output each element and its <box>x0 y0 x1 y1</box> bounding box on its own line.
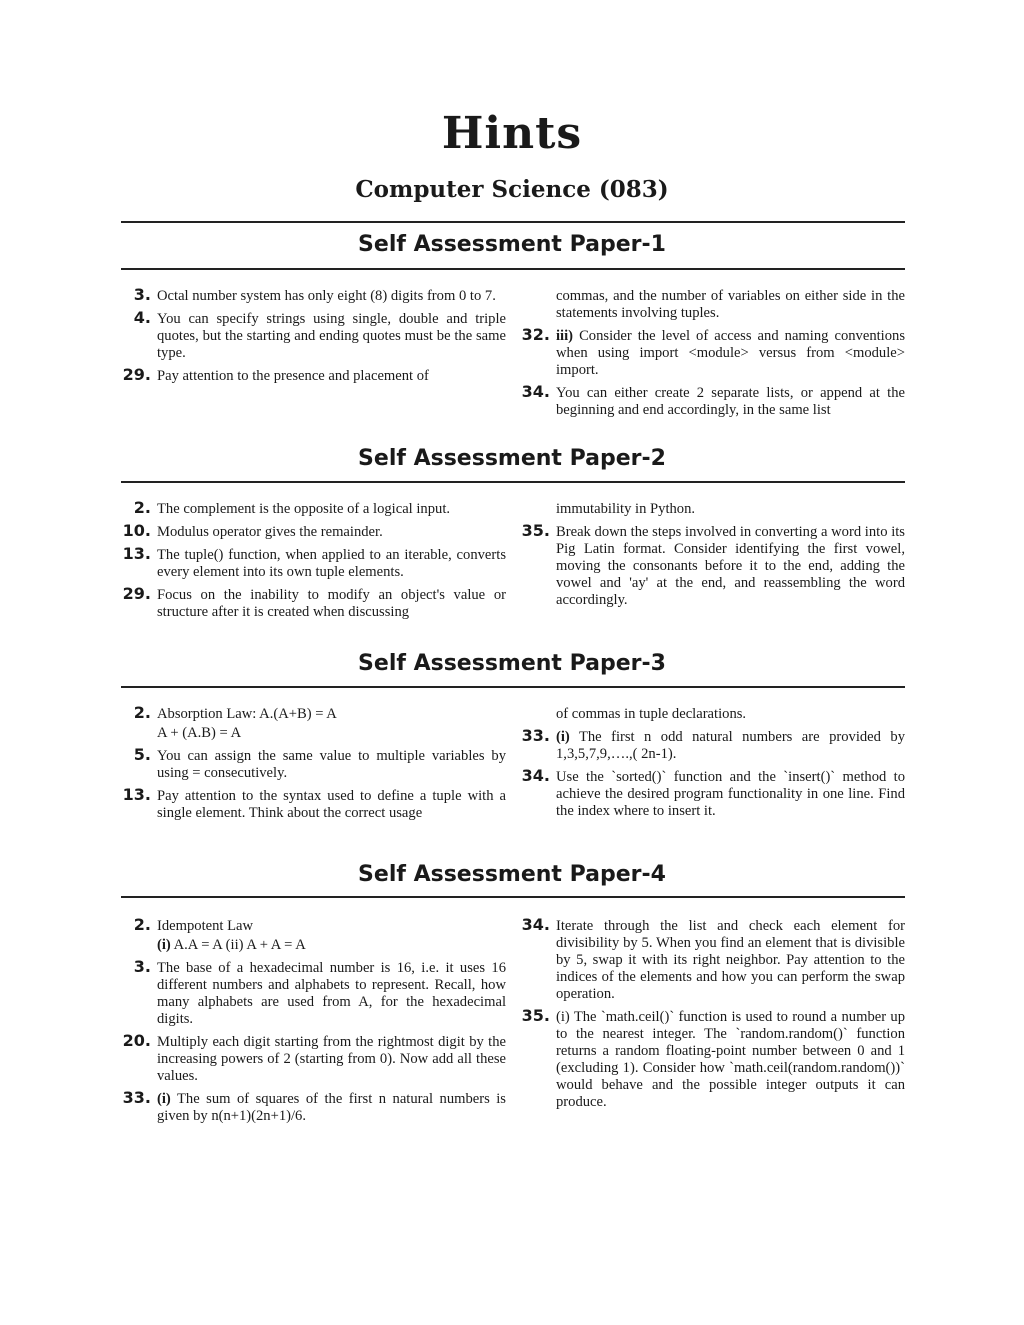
section-heading: Self Assessment Paper-4 <box>358 862 666 887</box>
right-column <box>520 288 905 425</box>
hint-item <box>121 1031 506 1085</box>
hint-item <box>121 544 506 581</box>
section-heading: Self Assessment Paper-3 <box>358 651 666 676</box>
hint-paragraph <box>556 729 905 763</box>
hint-number: 13. <box>122 544 151 563</box>
hint-item <box>520 521 905 609</box>
hint-paragraph <box>556 769 905 820</box>
hint-number: 33. <box>122 1088 151 1107</box>
hint-text: Focus on the inability to modify an object's value or structure after it is created when discussing <box>157 587 506 620</box>
hint-text: The first n odd natural numbers are provided by 1,3,5,7,9,….,( 2n-1). <box>556 729 905 762</box>
hint-paragraph <box>157 368 506 385</box>
hint-number: 20. <box>122 1031 151 1050</box>
hint-number: 33. <box>521 726 550 745</box>
hint-text: You can specify strings using single, double and triple quotes, but the starting and ending quotes must be the same type. <box>157 311 506 361</box>
hint-text: The base of a hexadecimal number is 16, i.e. it uses 16 different numbers and alphabets to represent. Recall, how many alphabets are used from A, for the hexadecimal digits. <box>157 960 506 1027</box>
hint-paragraph <box>157 311 506 362</box>
hint-text: (i) The `math.ceil()` function is used to round a number up to the nearest integer. The `random.random()` function returns a random floating-point number between 0 and 1 (excluding 1). Consider how `math.ceil(random.random())` would behave and the possible integer outputs it can produce. <box>556 1009 905 1110</box>
hint-text: You can either create 2 separate lists, or append at the beginning and end accordingly, in the same list <box>556 385 905 418</box>
left-column <box>121 498 506 627</box>
right-column <box>520 706 905 826</box>
section-rule <box>121 268 905 270</box>
hint-paragraph <box>157 501 506 518</box>
hint-paragraph <box>157 587 506 621</box>
hint-text: Idempotent Law <box>157 918 254 934</box>
hint-number: 35. <box>521 1006 550 1025</box>
left-column <box>121 703 506 828</box>
hint-item <box>121 745 506 782</box>
continued-text: of commas in tuple declarations. <box>556 706 747 722</box>
continued-text: immutability in Python. <box>556 501 696 517</box>
hint-number: 5. <box>133 745 151 764</box>
hint-number: 3. <box>133 285 151 304</box>
hint-item <box>121 521 506 541</box>
hint-number: 2. <box>133 915 151 934</box>
hint-item <box>520 766 905 820</box>
hint-text: Multiply each digit starting from the rightmost digit by the increasing powers of 2 (starting from 0). Now add all these values. <box>157 1034 506 1084</box>
hint-item <box>121 365 506 385</box>
hint-item <box>520 1006 905 1111</box>
hint-text: Break down the steps involved in converting a word into its Pig Latin format. Consider identifying the first vowel, moving the consonants before it to the end, adding the vowel and 'ay' at the end, and reassembling the word accordingly. <box>556 524 905 608</box>
hint-paragraph <box>157 788 506 822</box>
hint-text: The complement is the opposite of a logical input. <box>157 501 451 517</box>
hint-number: 34. <box>521 915 550 934</box>
hint-paragraph <box>556 524 905 609</box>
section-top-rule <box>121 221 905 223</box>
hint-paragraph <box>556 1009 905 1111</box>
hint-item <box>121 285 506 305</box>
section-rule <box>121 896 905 898</box>
hint-item <box>121 785 506 822</box>
hint-text: Consider the level of access and naming conventions when using import <module> versus from <module> import. <box>556 328 905 378</box>
hint-number: 29. <box>122 584 151 603</box>
hint-text: A + (A.B) = A <box>157 725 242 741</box>
hint-paragraph <box>157 748 506 782</box>
hint-number: 2. <box>133 703 151 722</box>
continued-text: commas, and the number of variables on either side in the statements involving tuples. <box>556 288 905 321</box>
hint-text: You can assign the same value to multiple variables by using = consecutively. <box>157 748 506 781</box>
hint-text: Octal number system has only eight (8) digits from 0 to 7. <box>157 288 496 304</box>
page-subtitle: Computer Science (083) <box>355 176 669 203</box>
hint-paragraph <box>556 918 905 1003</box>
page-title: Hints <box>441 108 583 159</box>
hint-paragraph <box>157 937 506 954</box>
hint-item <box>121 915 506 954</box>
hint-text: The sum of squares of the first n natural numbers is given by n(n+1)(2n+1)/6. <box>157 1091 506 1124</box>
hint-text: Use the `sorted()` function and the `insert()` method to achieve the desired program functionality in one line. Find the index where to insert it. <box>556 769 905 819</box>
hint-paragraph <box>157 547 506 581</box>
hint-paragraph <box>157 725 506 742</box>
hint-paragraph <box>556 385 905 419</box>
hint-paragraph <box>556 328 905 379</box>
hint-number: 4. <box>133 308 151 327</box>
hint-text: The tuple() function, when applied to an iterable, converts every element into its own tuple elements. <box>157 547 506 580</box>
hint-text: A.A = A (ii) A + A = A <box>170 937 306 953</box>
hint-text: Pay attention to the syntax used to define a tuple with a single element. Think about the correct usage <box>157 788 506 821</box>
left-column <box>121 285 506 391</box>
hint-item <box>121 308 506 362</box>
hint-paragraph <box>157 1034 506 1085</box>
hint-item <box>520 915 905 1003</box>
section-heading: Self Assessment Paper-1 <box>358 232 666 257</box>
hint-number: 35. <box>521 521 550 540</box>
hint-number: 10. <box>122 521 151 540</box>
hint-paragraph <box>157 524 506 541</box>
section-rule <box>121 481 905 483</box>
section-rule <box>121 686 905 688</box>
hint-number: 2. <box>133 498 151 517</box>
hint-text: Pay attention to the presence and placement of <box>157 368 429 384</box>
hint-text: (i) <box>157 1091 171 1107</box>
hint-item <box>520 382 905 419</box>
hint-text: iii) <box>556 328 574 344</box>
hint-paragraph <box>157 960 506 1028</box>
hint-number: 13. <box>122 785 151 804</box>
hint-item <box>121 957 506 1028</box>
right-column <box>520 915 905 1117</box>
hint-paragraph <box>157 918 506 935</box>
hint-text: Iterate through the list and check each element for divisibility by 5. When you find an element that is divisible by 5, swap it with its right neighbor. Pay attention to the indices of the elements and how you can perform the swap operation. <box>556 918 905 1002</box>
hint-number: 34. <box>521 766 550 785</box>
right-column <box>520 501 905 615</box>
hint-paragraph <box>157 288 506 305</box>
hint-text: (i) <box>556 729 570 745</box>
hint-number: 3. <box>133 957 151 976</box>
hint-paragraph <box>157 706 506 723</box>
hint-item <box>520 325 905 379</box>
hint-paragraph <box>157 1091 506 1125</box>
hint-item <box>520 726 905 763</box>
hint-number: 32. <box>521 325 550 344</box>
hint-item <box>121 1088 506 1125</box>
hint-item <box>121 498 506 518</box>
hint-number: 34. <box>521 382 550 401</box>
hint-item <box>121 584 506 621</box>
hint-item <box>121 703 506 742</box>
hint-text: Absorption Law: A.(A+B) = A <box>157 706 337 722</box>
section-heading: Self Assessment Paper-2 <box>358 446 666 471</box>
hint-text: (i) <box>157 937 171 953</box>
hint-number: 29. <box>122 365 151 384</box>
hint-text: Modulus operator gives the remainder. <box>157 524 383 540</box>
left-column <box>121 915 506 1131</box>
